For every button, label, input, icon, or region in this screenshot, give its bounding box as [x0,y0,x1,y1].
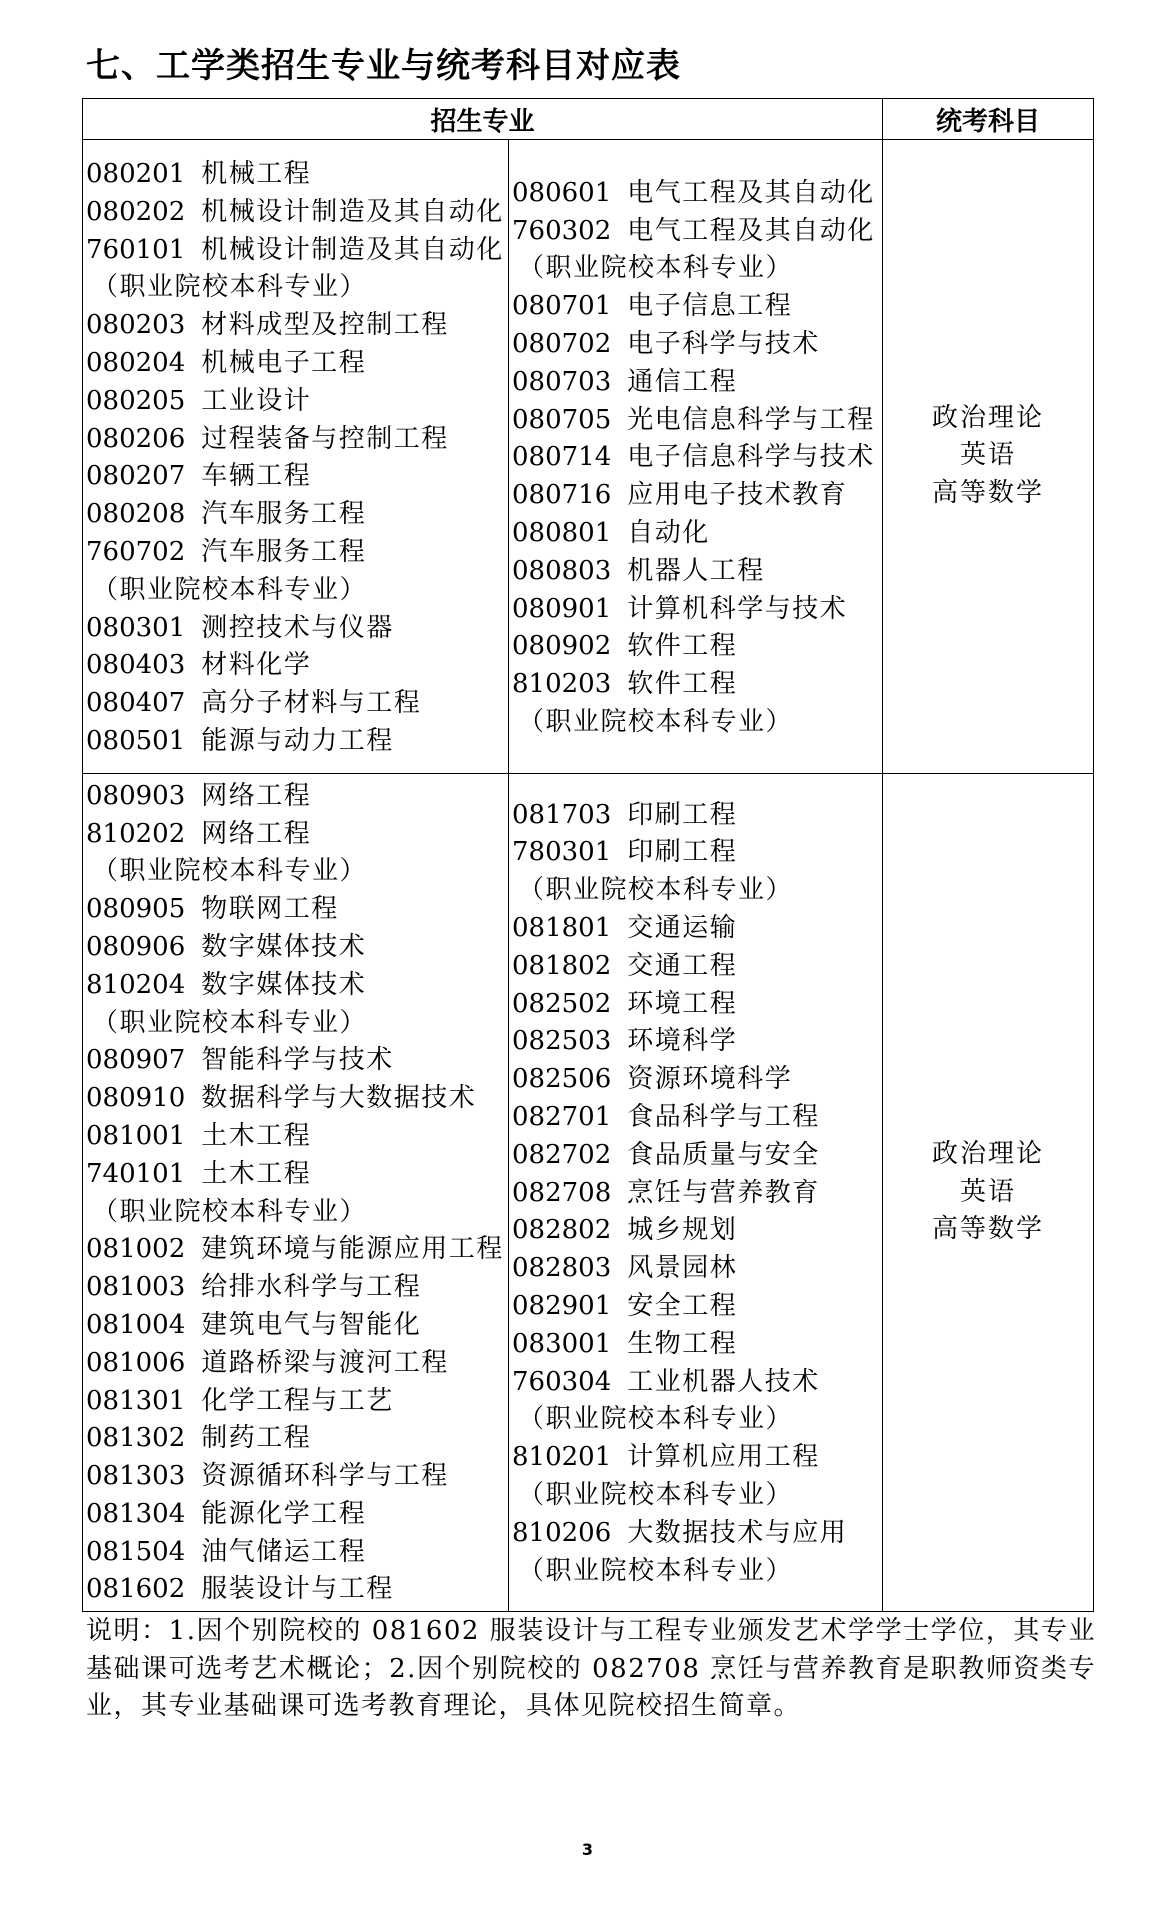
major-code: 080202 [86,196,186,227]
major-note: （职业院校本科专业） [92,272,368,303]
major-code: 081003 [86,1272,186,1303]
list-item [512,1515,882,1553]
major-code: 080910 [86,1083,186,1114]
list-item [86,1307,508,1345]
major-name: 环境工程 [627,988,738,1019]
table-header-row [83,99,1094,140]
major-name: 制药工程 [201,1423,312,1454]
list-item [86,1080,508,1118]
list-item [512,364,882,402]
major-name: 交通运输 [627,913,738,944]
major-code: 082506 [512,1064,612,1095]
subject-item: 政治理论 [932,402,1045,433]
list-item [86,232,508,270]
major-name: 软件工程 [627,669,738,700]
major-name: 网络工程 [201,818,312,849]
major-code: 082901 [512,1291,612,1321]
major-code: 080705 [512,404,612,435]
major-name: 机器人工程 [627,555,765,586]
major-name: 建筑环境与能源应用工程 [201,1234,504,1265]
major-code: 080716 [512,480,612,511]
major-name: 安全工程 [627,1291,738,1321]
major-name: 智能科学与技术 [201,1045,394,1076]
list-item [86,723,508,761]
major-name: 资源循环科学与工程 [201,1461,449,1492]
list-item [86,1345,508,1383]
major-code: 080701 [512,291,612,322]
major-code: 080206 [86,423,186,454]
major-code: 810202 [86,818,186,849]
major-code: 081801 [512,913,612,944]
list-item [512,213,882,251]
major-name: 印刷工程 [627,799,738,830]
major-code: 080601 [512,177,612,208]
major-code: 080801 [512,518,612,549]
major-code: 760304 [512,1366,612,1397]
major-name: 给排水科学与工程 [201,1272,422,1303]
major-code: 082702 [512,1139,612,1170]
major-code: 740101 [86,1158,186,1189]
major-code: 080407 [86,688,186,719]
major-name: 风景园林 [627,1253,738,1284]
list-item [86,458,508,496]
major-code: 081602 [86,1574,186,1605]
list-item [86,534,508,572]
major-name: 油气储运工程 [201,1536,367,1567]
major-name: 应用电子技术教育 [627,480,848,511]
list-item [86,1571,508,1609]
list-item [512,1099,882,1137]
major-name: 电子信息工程 [627,291,793,322]
major-code: 760101 [86,234,186,265]
major-code: 080901 [512,593,612,624]
major-code: 081301 [86,1385,186,1416]
major-code: 080301 [86,612,186,643]
major-name: 工业机器人技术 [627,1366,820,1397]
page-title: 七、工学类招生专业与统考科目对应表 [86,46,681,86]
major-name: 软件工程 [627,631,738,662]
major-name: 材料成型及控制工程 [201,310,449,341]
major-note: （职业院校本科专业） [92,1196,368,1227]
list-item [86,1042,508,1080]
table-row [83,773,1094,1612]
footnote: 说明：1.因个别院校的 081602 服装设计与工程专业颁发艺术学学士学位，其专业基础课可选考艺术概论；2.因个别院校的 082708 烹饪与营养教育是职教师资类专业，其专业基础课可选考教育理论，具体见院校招生简章。 [86,1616,1096,1721]
major-code: 080204 [86,347,186,378]
major-name: 车辆工程 [201,461,312,492]
list-item [512,1061,882,1099]
major-code: 081802 [512,950,612,981]
list-item [512,1137,882,1175]
subject-item: 政治理论 [932,1138,1045,1169]
major-code: 080906 [86,931,186,962]
list-item [512,1175,882,1213]
major-name: 大数据技术与应用 [627,1517,848,1548]
major-code: 080905 [86,894,186,925]
table-row [83,140,1094,774]
major-name: 汽车服务工程 [201,536,367,567]
major-code: 080703 [512,366,612,397]
major-name: 测控技术与仪器 [201,612,394,643]
major-name: 道路桥梁与渡河工程 [201,1347,449,1378]
major-code: 080907 [86,1045,186,1076]
list-item [86,778,508,816]
list-item [512,910,882,948]
major-code: 082503 [512,1026,612,1057]
major-name: 高分子材料与工程 [201,688,422,719]
list-item [512,948,882,986]
list-item [86,1269,508,1307]
major-code: 081006 [86,1347,186,1378]
major-name: 电子科学与技术 [627,329,820,360]
major-name: 计算机科学与技术 [627,593,848,624]
major-code: 081302 [86,1423,186,1454]
major-name: 电子信息科学与技术 [627,442,875,473]
list-item [512,1326,882,1364]
major-name: 通信工程 [627,366,738,397]
major-code: 810206 [512,1517,612,1548]
list-item [86,929,508,967]
major-name: 数字媒体技术 [201,969,367,1000]
list-item [86,610,508,648]
major-name: 食品科学与工程 [627,1102,820,1133]
major-name: 机械工程 [201,159,312,189]
list-item [512,1212,882,1250]
major-code: 081004 [86,1309,186,1340]
major-note: （职业院校本科专业） [518,1479,794,1510]
list-item [512,515,882,553]
major-list [83,778,508,1610]
list-item [512,477,882,515]
major-code: 810201 [512,1442,612,1473]
major-name: 建筑电气与智能化 [201,1309,422,1340]
major-name: 食品质量与安全 [627,1139,820,1170]
major-name: 服装设计与工程 [201,1574,394,1605]
list-item [512,175,882,213]
header-majors: 招生专业 [83,99,883,140]
list-item [512,1250,882,1288]
list-item [86,1118,508,1156]
list-item [86,345,508,383]
major-code: 760302 [512,215,612,246]
major-subject-table [82,98,1094,1612]
list-item [86,647,508,685]
list-item [512,1288,882,1326]
major-list-cell [509,773,883,1612]
list-item [512,439,882,477]
header-subjects: 统考科目 [883,99,1094,140]
major-name: 数据科学与大数据技术 [201,1083,477,1114]
major-code: 082708 [512,1177,612,1208]
major-code: 080803 [512,555,612,586]
major-name: 机械设计制造及其自动化 [201,234,504,265]
page-number: 3 [581,1840,594,1859]
major-code: 083001 [512,1328,612,1359]
list-item [86,1156,508,1194]
major-note: （职业院校本科专业） [92,574,368,605]
list-item [86,194,508,232]
major-name: 土木工程 [201,1120,312,1151]
major-code: 081002 [86,1234,186,1265]
subject-item: 高等数学 [932,478,1045,509]
list-item [86,1420,508,1458]
list-item [512,797,882,835]
list-item [86,1231,508,1269]
major-code: 080714 [512,442,612,473]
list-item [86,421,508,459]
list-item [512,1364,882,1402]
major-name: 电气工程及其自动化 [627,215,875,246]
list-item [512,666,882,704]
major-name: 生物工程 [627,1328,738,1359]
subject-item: 英语 [960,1176,1017,1207]
major-code: 082803 [512,1253,612,1284]
list-item [512,326,882,364]
major-code: 080203 [86,310,186,341]
list-item [86,307,508,345]
major-code: 080902 [512,631,612,662]
major-name: 自动化 [627,518,710,549]
list-item [86,383,508,421]
list-item [86,967,508,1005]
major-code: 080403 [86,650,186,681]
major-code: 080207 [86,461,186,492]
list-item [512,986,882,1024]
major-note: （职业院校本科专业） [518,1555,794,1586]
major-name: 物联网工程 [201,894,339,925]
list-item [86,1383,508,1421]
list-item [512,628,882,666]
major-code: 081303 [86,1461,186,1492]
major-list [83,156,508,761]
major-name: 材料化学 [201,650,312,681]
major-name: 烹饪与营养教育 [627,1177,820,1208]
major-name: 电气工程及其自动化 [627,177,875,208]
major-name: 印刷工程 [627,837,738,868]
major-code: 081001 [86,1120,186,1151]
major-code: 081504 [86,1536,186,1567]
major-note: （职业院校本科专业） [92,856,368,887]
list-item [512,1439,882,1477]
major-code: 760702 [86,536,186,567]
major-name: 过程装备与控制工程 [201,423,449,454]
major-name: 数字媒体技术 [201,931,367,962]
major-code: 080205 [86,385,186,416]
subject-item: 英语 [960,440,1017,471]
subjects-cell [883,773,1094,1612]
major-note: （职业院校本科专业） [92,1007,368,1038]
list-item [86,891,508,929]
major-note: （职业院校本科专业） [518,253,794,284]
major-code: 081703 [512,799,612,830]
list-item [512,402,882,440]
list-item [86,156,508,194]
list-item [86,1458,508,1496]
major-name: 光电信息科学与工程 [627,404,875,435]
subjects-cell [883,140,1094,774]
list-item [86,496,508,534]
list-item [86,685,508,723]
major-code: 080201 [86,159,186,189]
major-note: （职业院校本科专业） [518,707,794,738]
major-name: 机械设计制造及其自动化 [201,196,504,227]
major-list-cell [83,773,509,1612]
list-item [512,834,882,872]
major-code: 780301 [512,837,612,868]
list-item [86,816,508,854]
list-item [86,1534,508,1572]
major-list [509,175,882,742]
major-list-cell [509,140,883,774]
major-name: 土木工程 [201,1158,312,1189]
major-list [509,797,882,1591]
major-name: 环境科学 [627,1026,738,1057]
major-note: （职业院校本科专业） [518,1404,794,1435]
major-name: 工业设计 [201,385,312,416]
major-name: 汽车服务工程 [201,499,367,530]
major-code: 810204 [86,969,186,1000]
list-item [86,1496,508,1534]
subject-item: 高等数学 [932,1214,1045,1245]
major-code: 082502 [512,988,612,1019]
major-note: （职业院校本科专业） [518,875,794,906]
major-code: 082802 [512,1215,612,1246]
major-code: 810203 [512,669,612,700]
major-name: 能源化学工程 [201,1498,367,1529]
major-code: 081304 [86,1498,186,1529]
major-name: 网络工程 [201,780,312,811]
major-code: 080702 [512,329,612,360]
major-name: 城乡规划 [627,1215,738,1246]
list-item [512,288,882,326]
major-name: 能源与动力工程 [201,725,394,756]
major-code: 080208 [86,499,186,530]
major-code: 082701 [512,1102,612,1133]
major-code: 080903 [86,780,186,811]
major-name: 交通工程 [627,950,738,981]
major-name: 计算机应用工程 [627,1442,820,1473]
list-item [512,1023,882,1061]
major-list-cell [83,140,509,774]
major-name: 化学工程与工艺 [201,1385,394,1416]
major-code: 080501 [86,725,186,756]
major-name: 机械电子工程 [201,347,367,378]
list-item [512,553,882,591]
major-name: 资源环境科学 [627,1064,793,1095]
list-item [512,591,882,629]
